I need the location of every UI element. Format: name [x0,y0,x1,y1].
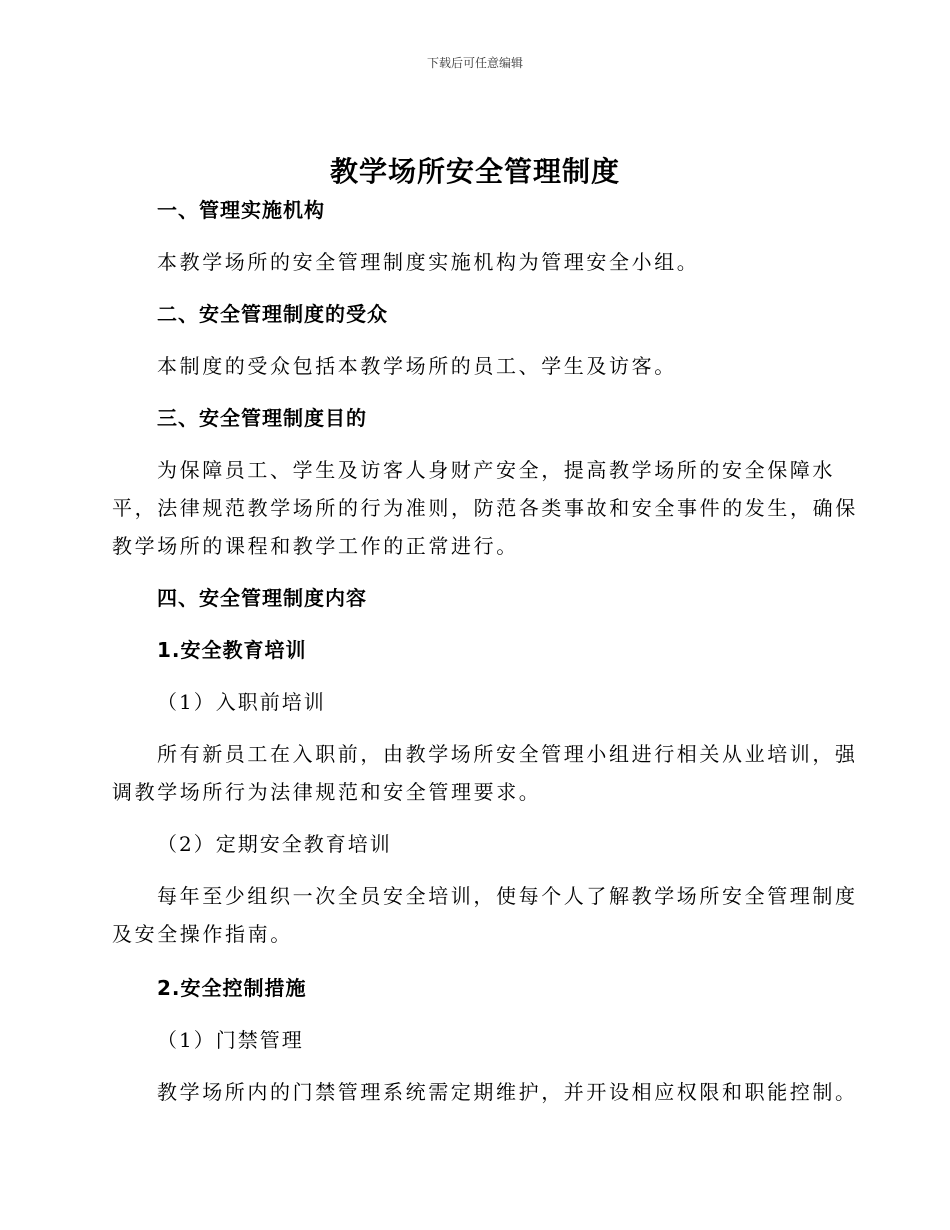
section-3-heading: 三、安全管理制度目的 [157,406,367,430]
section-4-1-1-label: （1）入职前培训 [157,690,326,714]
section-4-1-heading: 1.安全教育培训 [157,638,307,662]
section-4-2-1-label: （1）门禁管理 [157,1028,304,1052]
section-1-heading: 一、管理实施机构 [157,198,325,222]
section-3-line-2: 平，法律规范教学场所的行为准则，防范各类事故和安全事件的发生，确保 [112,496,858,520]
section-4-1-2-line-2: 及安全操作指南。 [112,922,293,946]
section-4-heading: 四、安全管理制度内容 [157,586,367,610]
section-3-line-3: 教学场所的课程和教学工作的正常进行。 [112,534,519,558]
section-4-1-1-line-2: 调教学场所行为法律规范和安全管理要求。 [112,780,542,804]
section-4-1-2-label: （2）定期安全教育培训 [157,832,392,856]
section-4-1-2-line-1: 每年至少组织一次全员安全培训，使每个人了解教学场所安全管理制度 [157,884,858,908]
document-title: 教学场所安全管理制度 [329,155,620,188]
section-1-text: 本教学场所的安全管理制度实施机构为管理安全小组。 [157,250,700,274]
section-4-1-1-line-1: 所有新员工在入职前，由教学场所安全管理小组进行相关从业培训，强 [157,742,858,766]
section-4-2-heading: 2.安全控制措施 [157,976,307,1000]
section-2-heading: 二、安全管理制度的受众 [157,302,388,326]
section-2-text: 本制度的受众包括本教学场所的员工、学生及访客。 [157,354,677,378]
section-3-line-1: 为保障员工、学生及访客人身财产安全，提高教学场所的安全保障水 [157,458,835,482]
section-4-2-1-text: 教学场所内的门禁管理系统需定期维护，并开设相应权限和职能控制。 [157,1080,858,1104]
page-header-note: 下载后可任意编辑 [426,56,523,70]
